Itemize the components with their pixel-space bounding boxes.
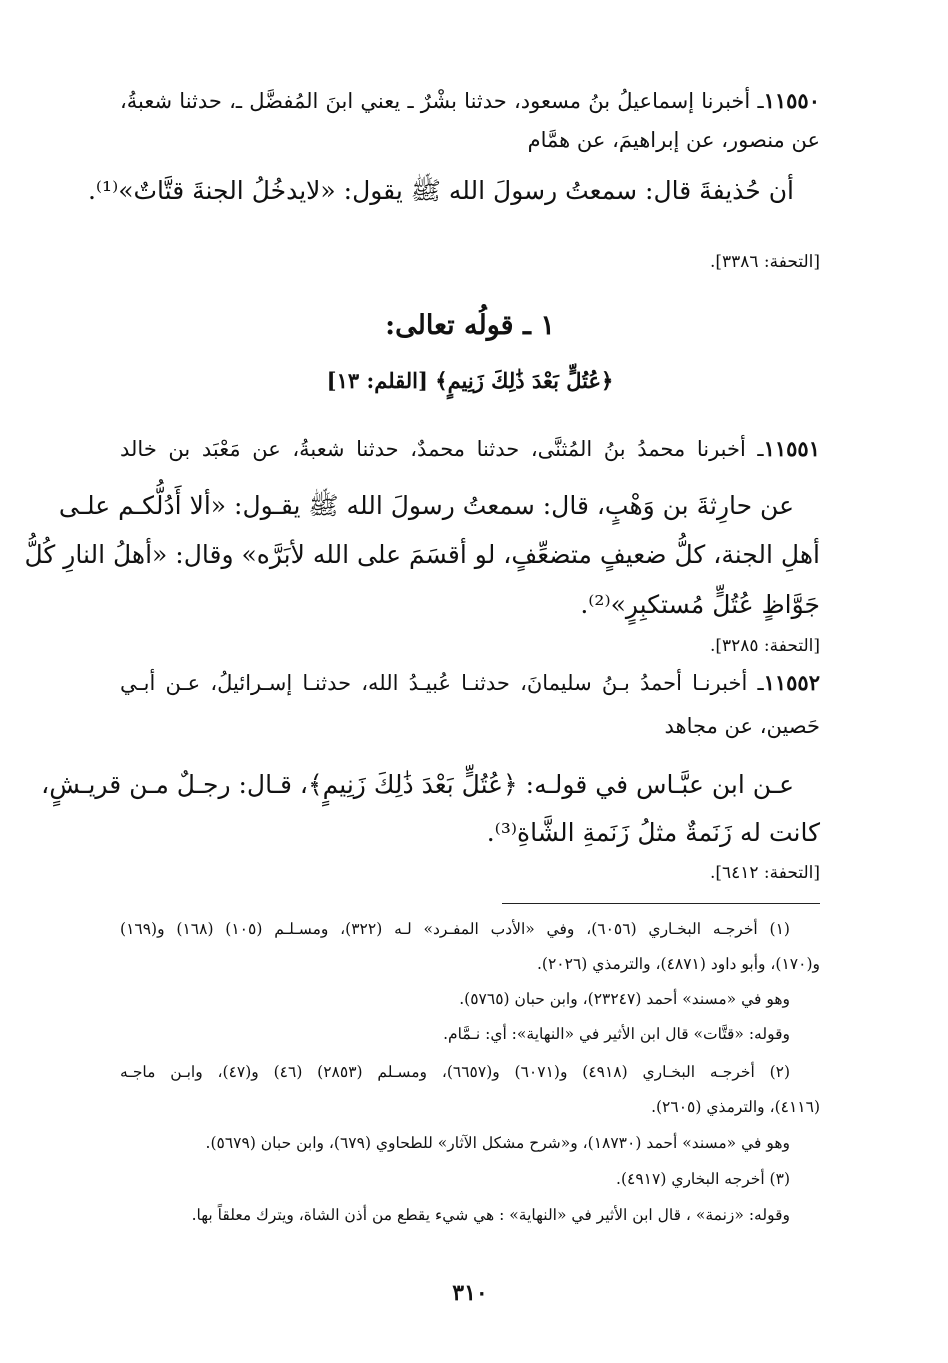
section-title: ١ ـ قولُه تعالى:	[385, 310, 555, 341]
hadith-11552-line-1	[120, 670, 820, 695]
hadith-text: ـ أخبرنـا أحمدُ بـنُ سليمانَ، حدثنـا عُبيـدُ الله، حدثنـا إسـرائيلُ، عـن أبـي	[120, 671, 764, 695]
tuhfa-ref-11550: [التحفة: ٣٣٨٦].	[709, 252, 820, 272]
hadith-number: ١١٥٥١	[763, 436, 820, 461]
footnote-line: (٢) أخرجـه البخـاري (٤٩١٨) و(٦٠٧١) و(٦٦٥٧)، ومسـلم (٢٨٥٣) (٤٦) و(٤٧)، وابـن ماجـه	[120, 1063, 791, 1081]
hadith-11550-matn: أن حُذيفةَ قال: سمعتُ رسولَ الله ﷺ يقول: «لايدخُلُ الجنةَ قتَّاتٌ»⁽¹⁾.	[87, 176, 794, 205]
hadith-11551-line-4: جَوَّاظٍ عُتُلٍّ مُستكبِرٍ»⁽²⁾.	[580, 590, 820, 619]
hadith-11551-line-1	[120, 436, 820, 461]
hadith-11552-line-4: كانت له زَنَمةٌ مثلُ زَنَمةِ الشَّاةِ⁽³⁾.	[486, 818, 820, 847]
footnote-line: و(١٧٠)، وأبو داود (٤٨٧١)، والترمذي (٢٠٢٦).	[537, 955, 820, 973]
hadith-text: ـ أخبرنا محمدُ بنُ المُثنَّى، حدثنا محمدٌ، حدثنا شعبةُ، عن مَعْبَد بن خالد	[120, 437, 764, 461]
hadith-number: ١١٥٥٠	[763, 88, 820, 113]
hadith-11550-line-1	[120, 88, 820, 113]
hadith-11551-line-3: أهلِ الجنة، كلُّ ضعيفٍ متضعِّفٍ، لو أقسَمَ على الله لأبَرَّه» وقال: «أهلُ النارِ كُلُّ	[24, 540, 820, 569]
document-page	[24, 70, 820, 1330]
hadith-11551-line-2: عن حارِثةَ بن وَهْبٍ، قال: سمعتُ رسولَ الله ﷺ يقـول: «ألا أَدُلُّكـم علـى	[58, 491, 794, 520]
footnote-line: وهو في «مسند» أحمد (١٨٧٣٠)، و«شرح مشكل الآثار» للطحاوي (٦٧٩)، وابن حبان (٥٦٧٩).	[205, 1134, 790, 1152]
hadith-11552-line-2: حَصين، عن مجاهد	[664, 714, 820, 738]
hadith-text: ـ أخبرنا إسماعيلُ بنُ مسعود، حدثنا بشْرٌ ـ يعني ابنَ المُفضَّل ـ، حدثنا شعبةُ،	[120, 89, 764, 113]
hadith-11550-line-2: عن منصور، عن إبراهيمَ، عن همَّام	[527, 128, 820, 152]
footnote-line: (١) أخرجـه البخـاري (٦٠٥٦)، وفي «الأدب المفـرد» لـه (٣٢٢)، ومسـلـم (١٠٥) (١٦٨) و(١٦٩)	[120, 920, 790, 938]
footnote-line: وقوله: «قتَّات» قال ابن الأثير في «النهاية»: أي: نـمَّام.	[443, 1025, 790, 1043]
hadith-number: ١١٥٥٢	[763, 670, 820, 695]
tuhfa-ref-11551: [التحفة: ٣٢٨٥].	[709, 636, 820, 656]
tuhfa-ref-11552: [التحفة: ٦٤١٢].	[709, 863, 820, 883]
footnote-line: وقوله: «زنمة» ، قال ابن الأثير في «النهاية» : هي شيء يقطع من أذن الشاة، ويترك معلقاً بها.	[191, 1206, 790, 1224]
footnote-separator	[502, 903, 820, 904]
footnote-line: (٤١١٦)، والترمذي (٢٦٠٥).	[651, 1098, 820, 1116]
hadith-11552-line-3: عـن ابن عبَّـاس في قولـه: ﴿عُتُلٍّ بَعْدَ ذَٰلِكَ زَنِيمٍ﴾، قـال: رجـلٌ مـن قريـشٍ،	[41, 770, 794, 799]
footnote-line: وهو في «مسند» أحمد (٢٣٢٤٧)، وابن حبان (٥٧٦٥).	[459, 990, 790, 1008]
section-verse: ﴿عُتُلٍّ بَعْدَ ذَٰلِكَ زَنِيمٍ﴾ [القلم: ١٣]	[326, 368, 614, 393]
footnote-line: (٣) أخرجه البخاري (٤٩١٧).	[616, 1170, 790, 1188]
page-number: ٣١٠	[452, 1280, 488, 1306]
